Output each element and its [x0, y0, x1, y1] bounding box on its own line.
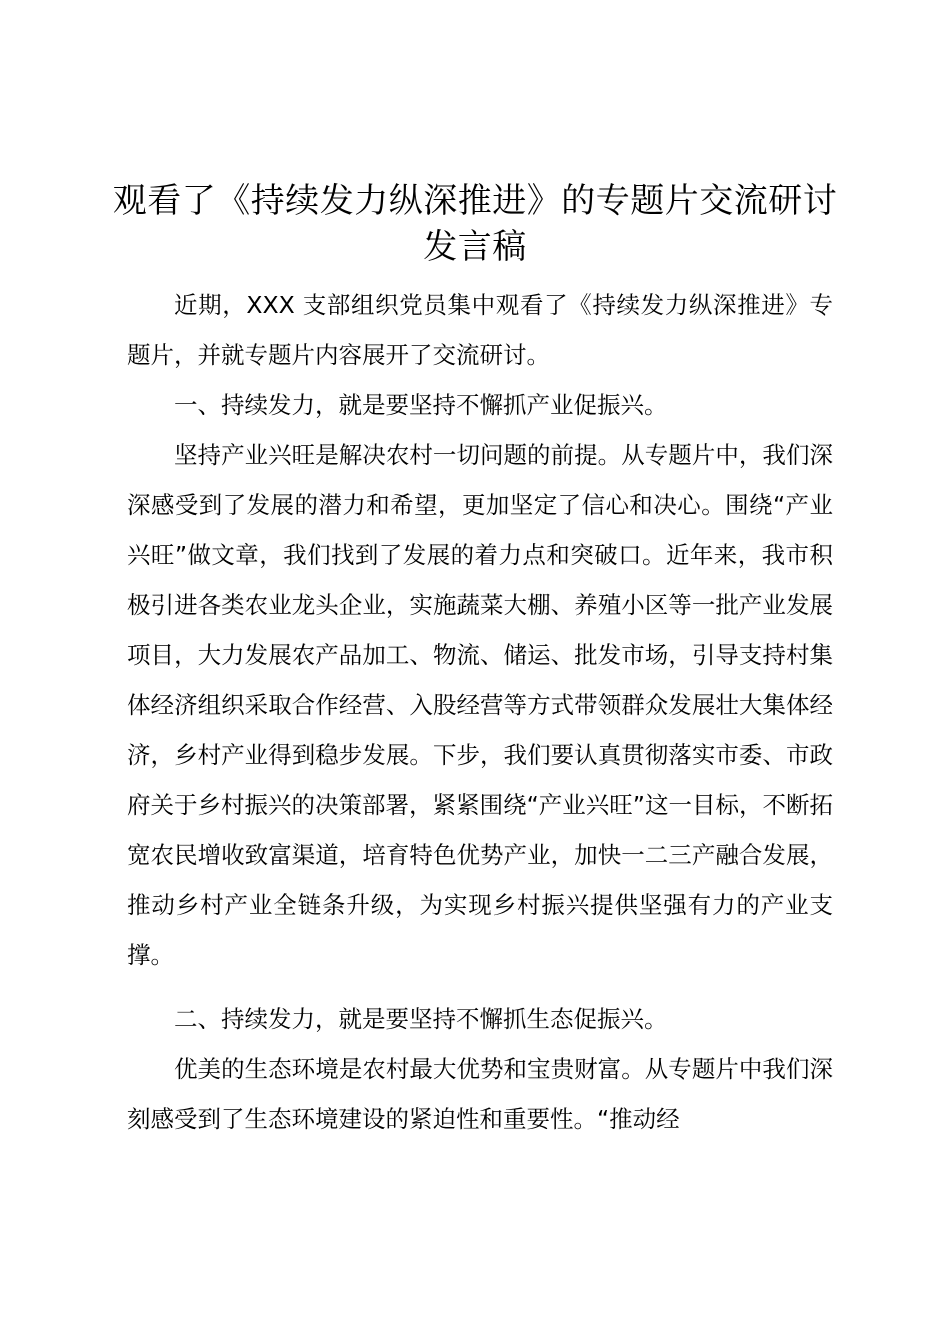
paragraph-industry: 坚持产业兴旺是解决农村一切问题的前提。从专题片中，我们深深感受到了发展的潜力和希望，更加坚定了信心和决心。围绕“产业兴旺”做文章，我们找到了发展的着力点和突破口。近年来，我市积极引进各类农业龙头企业，实施蔬菜大棚、养殖小区等一批产业发展项目，大力发展农产品加工、物流、储运、批发市场，引导支持村集体经济组织采取合作经营、入股经营等方式带领群众发展壮大集体经济，乡村产业得到稳步发展。下步，我们要认真贯彻落实市委、市政府关于乡村振兴的决策部署，紧紧围绕“产业兴旺”这一目标，不断拓宽农民增收致富渠道，培育特色优势产业，加快一二三产融合发展，推动乡村产业全链条升级，为实现乡村振兴提供坚强有力的产业支撑。 — [127, 441, 833, 969]
section-heading-1: 一、持续发力，就是要坚持不懈抓产业促振兴。 — [174, 391, 668, 419]
paragraph-ecology: 优美的生态环境是农村最大优势和宝贵财富。从专题片中我们深刻感受到了生态环境建设的紧迫性和重要性。“推动经 — [127, 1055, 833, 1133]
document-title: 观看了《持续发力纵深推进》的专题片交流研讨发言稿 — [112, 181, 838, 267]
section-heading-2: 二、持续发力，就是要坚持不懈抓生态促振兴。 — [174, 1005, 668, 1033]
paragraph-intro: 近期，XXX 支部组织党员集中观看了《持续发力纵深推进》专题片，并就专题片内容展开了交流研讨。 — [127, 291, 833, 369]
document-body — [127, 280, 833, 1144]
